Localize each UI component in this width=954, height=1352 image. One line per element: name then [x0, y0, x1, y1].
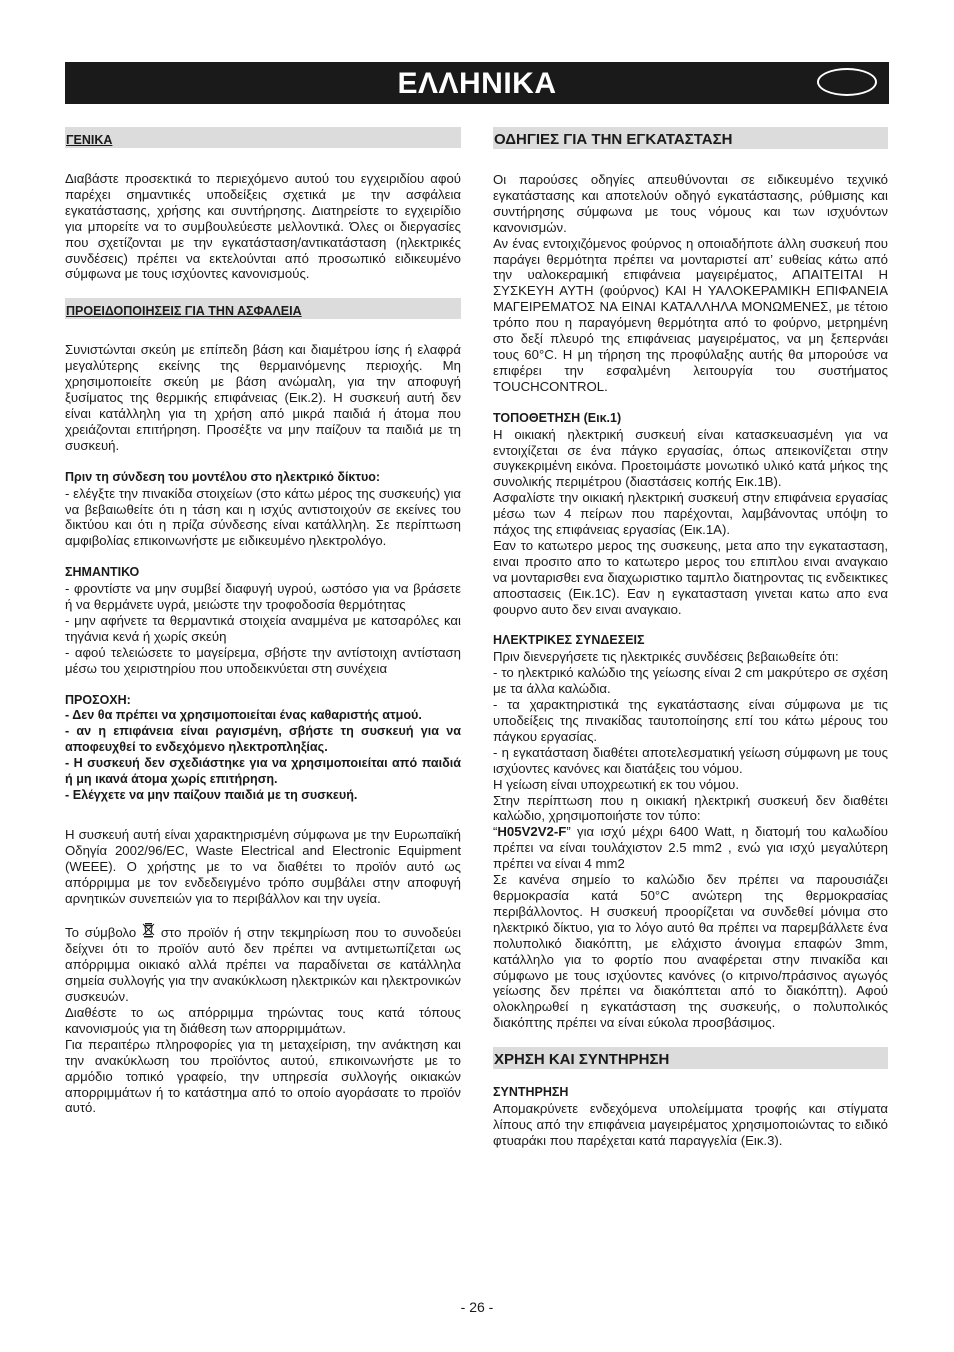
caution-item: - Δεν θα πρέπει να χρησιμοποιείται ένας καθαριστής ατμού.	[65, 708, 422, 723]
maintenance-heading: ΣΥΝΤΗΡΗΣΗ	[493, 1085, 569, 1100]
placement-text: Ασφαλίστε την οικιακή ηλεκτρική συσκευή στην επιφάνεια εργασίας μέσω των 4 πείρων που παρέχονται, λαμβάνοντας υπόψη το πάχος της επιφάνειας εργασίας (Εικ.1Α).	[493, 490, 888, 538]
section-heading-safety: ΠΡΟΕΙΔΟΠΟΙΗΣΕΙΣ ΓΙΑ ΤΗΝ ΑΣΦΑΛΕΙΑ	[65, 298, 461, 319]
cable-type: H05V2V2-F	[497, 824, 567, 840]
caution-item: - Ελέγχετε να μην παίζουν παιδιά με τη συσκευή.	[65, 788, 358, 802]
important-item: - αφού τελειώσετε το μαγείρεμα, σβήστε την αντίστοιχη αντίσταση μέσω του χειριστηρίου που υποδεικνύεται στη συνέχεια	[65, 644, 461, 676]
language-title: ΕΛΛΗΝΙΚΑ	[397, 67, 557, 100]
installation-intro: Οι παρούσες οδηγίες απευθύνονται σε ειδικευμένο τεχνικό εγκατάστασης και αποτελούν οδηγό εγκατάστασης, ρύθμισης και συντήρησης σύμφωνα με τους νόμους και των ισχυόντων κανονισμών.	[493, 172, 888, 235]
crossed-bin-icon	[142, 922, 155, 938]
country-badge-oval	[817, 68, 877, 96]
right-column	[493, 127, 888, 1149]
electrical-item: Στην περίπτωση που η οικιακή ηλεκτρική συσκευή δεν διαθέτει καλώδιο, χρησιμοποιήστε τον τύπο:	[493, 792, 888, 824]
caution-heading: ΠΡΟΣΟΧΗ:	[65, 692, 131, 707]
electrical-item: - το ηλεκτρικό καλώδιο της γείωσης είναι 2 cm μακρύτερο σε σχέση με τα άλλα καλώδια.	[493, 665, 888, 697]
electrical-item: Πριν διενεργήσετε τις ηλεκτρικές συνδέσεις βεβαιωθείτε ότι:	[493, 649, 839, 665]
placement-text: Η οικιακή ηλεκτρική συσκευή είναι κατασκευασμένη για να εντοιχίζεται σε ένα πάγκο εργασίας, όπως απεικονίζεται στην συγκεκριμένη εικόνα. Προετοιμάστε μονωτικό υλικό κατά μήκος της συνολικής περιμέτρου (διαστάσεις κοπής Εικ.1Β).	[493, 426, 888, 490]
weee-info-text: Για περαιτέρω πληροφορίες για τη μεταχείριση, την ανάκτηση και την ανακύκλωση του προϊόντος αυτού, επικοινωνήστε με το αρμόδιο τοπικό γραφείο, την υπηρεσία συλλογής οικιακών απορριμμάτων ή το κατάστημα από το οποίο αγοράσατε το προϊόν αυτό.	[65, 1036, 461, 1116]
important-heading: ΣΗΜΑΝΤΙΚΟ	[65, 565, 140, 580]
electrical-item: Η γείωση είναι υποχρεωτική εκ του νόμου.	[493, 776, 739, 792]
important-item: - φροντίστε να μην συμβεί διαφυγή υγρού, ωστόσο για να βράσετε ή να θερμάνετε υγρά, μειώστε την τροφοδοσία θερμότητας	[65, 581, 461, 613]
left-column	[65, 127, 461, 1116]
electrical-item: - τα χαρακτηριστικά της εγκατάστασης είναι σύμφωνα με τις υποδείξεις της πινακίδας ταυτοποίησης επί του κάτω μέρους του πάγκου εργασίας.	[493, 697, 888, 744]
weee-text: Η συσκευή αυτή είναι χαρακτηρισμένη σύμφωνα με την Ευρωπαϊκή Οδηγία 2002/96/EC, Waste Electrical and Electronic Equipment (WEEE). Ο χρήστης με το να διαθέτει το προϊόν αυτό ως απόρριμμα με τον ενδεδειγμένο τρόπο συμβάλει στην αποφυγή αρνητικών συνεπειών για το περιβάλλον και την υγεία.	[65, 826, 461, 906]
weee-disposal-text: Διαθέστε το ως απόρριμμα τηρώντας τους κατά τόπους κανονισμούς για τη διάθεση των απορριμμάτων.	[65, 1004, 461, 1036]
placement-heading: ΤΟΠΟΘΕΤΗΣΗ (Εικ.1)	[493, 410, 622, 425]
section-heading-installation: ΟΔΗΓΙΕΣ ΓΙΑ ΤΗΝ ΕΓΚΑΤΑΣΤΑΣΗ	[493, 127, 888, 149]
electrical-text: Σε κανένα σημείο το καλώδιο δεν πρέπει να παρουσιάζει θερμοκρασία κατά 50°C ανώτερη της θερμοκρασίας περιβάλλοντος. Η συσκευή προορίζεται να συνδεθεί μόνιμα στο ηλεκτρικό δίκτυο, για το λόγο αυτό θα πρέπει να παρεμβάλλετε ένα πολυπολικό διακόπτη, με ελάχιστο άνοιγμα επαφών 3mm, κατάλληλο για το φορτίο που αναφέρεται στην πινακίδα και σύμφωνο με τους ισχύοντες κανόνες (ο κιτρινο/πράσινος αγωγός γείωσης δεν πρέπει να διακόπτεται από το διακόπτη). Αφού ολοκληρωθεί η εγκατάσταση της συσκευής, ο πολυπολικός διακόπτης πρέπει να είναι εύκολα προσβάσιμος.	[493, 872, 888, 1031]
important-item: - μην αφήνετε τα θερμαντικά στοιχεία αναμμένα με κατσαρόλες και τηγάνια κενά ή χωρίς σκεύη	[65, 612, 461, 644]
section-heading-usage: ΧΡΗΣΗ ΚΑΙ ΣΥΝΤΗΡΗΣΗ	[493, 1047, 888, 1069]
section-heading-general: ΓΕΝΙΚΑ	[65, 127, 461, 148]
caution-item: - αν η επιφάνεια είναι ραγισμένη, σβήστε τη συσκευή για να αποφευχθεί το ενδεχόμενο ηλεκτροπληξίας.	[65, 724, 461, 755]
cable-type-text: “H05V2V2-F” για ισχύ μέχρι 6400 Watt, η διατομή του καλωδίου πρέπει να είναι τουλάχιστον 2.5 mm2 , ενώ για ισχύ μεγαλύτερη πρέπει να είναι 4 mm2	[493, 824, 888, 872]
safety-text: Συνιστώνται σκεύη με επίπεδη βάση και διαμέτρου ίσης ή ελαφρά μεγαλύτερης εκείνης της θερμαινόμενης περιοχής. Μη χρησιμοποιείτε σκεύη με βάση ανώμαλη, για την αποφυγή ξυσίματος της θερμικής επιφάνειας (Εικ.2). Η συσκευή αυτή δεν είναι κατάλληλη για τη χρήση από μικρά παιδιά ή άτομα που χρειάζονται επιτήρηση. Προσέξτε να μην παίζουν τα παιδιά με τη συσκευή.	[65, 342, 461, 453]
before-connection-heading: Πριν τη σύνδεση του μοντέλου στο ηλεκτρικό δίκτυο:	[65, 469, 381, 484]
before-connection-text: - ελέγξτε την πινακίδα στοιχείων (στο κάτω μέρος της συσκευής) για να βεβαιωθείτε ότι η τάση και η ισχύς αντιστοιχούν σε εκείνες του δικτύου και ότι η πρίζα σύνδεσης είναι κατάλληλη. Σε περίπτωση αμφιβολίας επικοινωνήστε με ειδικευμένο ηλεκτρολόγο.	[65, 485, 461, 549]
page-number: - 26 -	[460, 1299, 494, 1315]
maintenance-text: Απομακρύνετε ενδεχόμενα υπολείμματα τροφής και στίγματα λίπους από την επιφάνεια μαγειρέματος χρησιμοποιώντας το ειδικό φτυαράκι που παρέχεται κατά παραγγελία (Εικ.3).	[493, 1101, 888, 1148]
caution-item: - Η συσκευή δεν σχεδιάστηκε για να χρησιμοποιείται από παιδιά ή μη ικανά άτομα χωρίς επιτήρηση.	[65, 756, 461, 787]
weee-symbol-text: Το σύμβολο στο προϊόν ή στην τεκμηρίωση που το συνοδεύει δείχνει ότι το προϊόν αυτό δεν πρέπει να αντιμετωπίζεται ως απόρριμμα οικιακό αλλά πρέπει να παραδίνεται σε κατάλληλα σημεία συλλογής για την ανακύκλωση ηλεκτρικών και ηλεκτρονικών συσκευών.	[65, 922, 461, 1005]
electrical-heading: ΗΛΕΚΤΡΙΚΕΣ ΣΥΝΔΕΣΕΙΣ	[493, 633, 645, 648]
language-header	[65, 62, 889, 104]
electrical-item: - η εγκατάσταση διαθέτει αποτελεσματική γείωση σύμφωνη με τους ισχύοντες κανόνες και διατάξεις του νόμου.	[493, 744, 888, 776]
installation-oven-text: Αν ένας εντοιχιζόμενος φούρνος η οποιαδήποτε άλλη συσκευή που παράγει θερμότητα πρέπει να μονταριστεί απ’ ευθείας κάτω από την υαλοκεραμική επιφάνεια μαγειρέματος, ΑΠΑΙΤΕΙΤΑΙ Η ΣΥΣΚΕΥΗ ΑΥΤΗ (φούρνος) ΚΑΙ Η ΥΑΛΟΚΕΡΑΜΙΚΗ ΕΠΙΦΑΝΕΙΑ ΜΑΓΕΙΡΕΜΑΤΟΣ ΝΑ ΕΙΝΑΙ ΚΑΤΑΛΛΗΛΑ ΜΟΝΩΜΕΝΕΣ, με τέτοιο τρόπο που η παραγόμενη θερμότητα από το φούρνο, μετρημένη στο δεξί πλευρό της επιφάνειας μαγειρέματος, να μη ξεπερνάει τους 60°C. Η μη τήρηση της προφύλαξης αυτής θα μπορούσε να επιφέρει την εσφαλμένη λειτουργία του συστήματος TOUCHCONTROL.	[493, 235, 888, 394]
placement-text: Εαν το κατωτερο μερος της συσκευης, μετα απο την εγκατασταση, ειναι προσιτο απο το κατωτερο μερος του επιπλου ειναι αναγκαιο να μονταρισθει ενα διαχωριστικο ταμπλο διατηρoντας τις ενδεικτικες αποστασεις (Εικ.1C). Εαν η εγκατασταση γινεται κατω απο ενα φουρνο αυτο δεν ειναι αναγκαιο.	[493, 537, 888, 617]
general-text: Διαβάστε προσεκτικά το περιεχόμενο αυτού του εγχειριδίου αφού παρέχει σημαντικές υποδείξεις σχετικά με την ασφάλεια εγκατάστασης, χρήσης και συντήρησης. Διατηρείστε το εγχειρίδιο για μπορείτε να το συμβουλεύεστε μελλοντικά. Όλες οι διεργασίες που σχετίζονται με την εγκατάσταση/αντικατάσταση (ηλεκτρικές συνδέσεις) πρέπει να εκτελούνται από προσωπικό ειδικευμένο σύμφωνα με τους ισχύοντες κανονισμούς.	[65, 171, 461, 282]
